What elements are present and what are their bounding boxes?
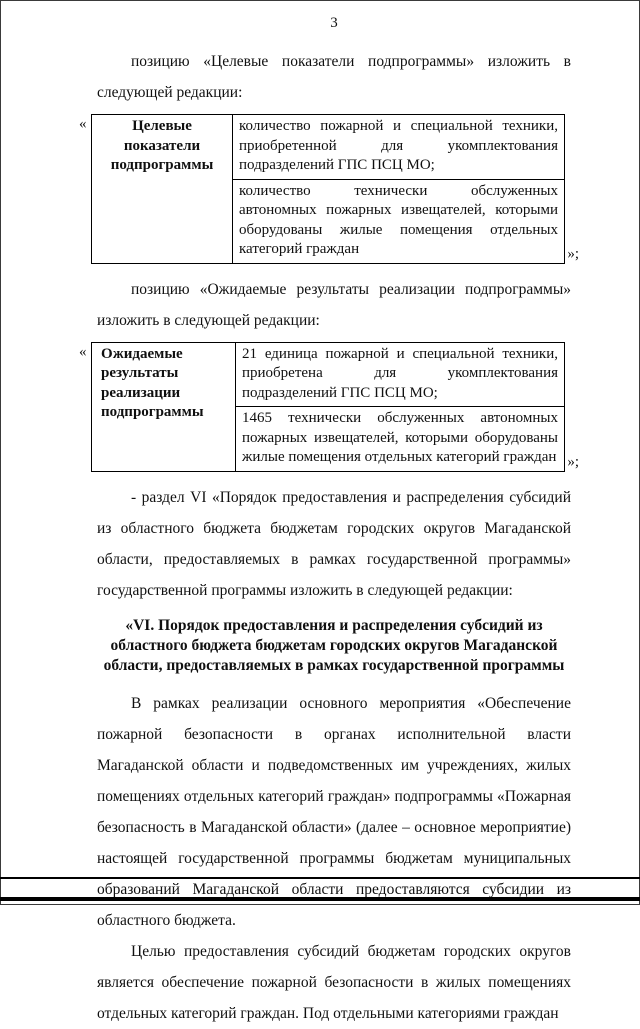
scan-artifact-line-thick <box>0 897 640 901</box>
table2-block <box>79 342 579 472</box>
table1-content-cell-1: количество пожарной и специальной техники, приобретенной для укомплектования подразделений ГПС ПСЦ МО; <box>233 115 565 180</box>
table-row <box>92 342 565 407</box>
table1-content-cell-2: количество технически обслуженных автономных пожарных извещателей, которыми оборудованы жилые помещения отдельных категорий граждан <box>233 179 565 263</box>
table2-open-quote: « <box>79 343 87 360</box>
table2-title-cell: Ожидаемые результаты реализации подпрограммы <box>92 342 236 471</box>
section-heading: «VI. Порядок предоставления и распределения субсидий из областного бюджета бюджетам городских округов Магаданской области, предоставляемых в рамках государственной программы <box>103 616 565 674</box>
table1-open-quote: « <box>79 116 87 132</box>
paragraph-main-2: Целью предоставления субсидий бюджетам городских округов является обеспечение пожарной безопасности в жилых помещениях отдельных категорий граждан. Под отдельными категориями граждан <box>97 942 571 1022</box>
paragraph-section-change: - раздел VI «Порядок предоставления и распределения субсидий из областного бюджета бюджетам городских округов Магаданской области, предоставляемых в рамках государственной программы» государственной программы изложить в следующей редакции: <box>97 488 571 599</box>
scan-artifact-line-thin <box>0 877 640 879</box>
table2-close-quote: »; <box>567 453 579 470</box>
table1-block <box>79 114 579 264</box>
table2-content-cell-1: 21 единица пожарной и специальной техники, приобретена для укомплектования подразделений ГПС ПСЦ МО; <box>236 342 565 407</box>
paragraph-intro-1: позицию «Целевые показатели подпрограммы» изложить в следующей редакции: <box>97 53 571 101</box>
page-number: 3 <box>330 15 338 31</box>
table1-title-cell: Целевые показатели подпрограммы <box>92 115 233 264</box>
table2 <box>91 342 565 472</box>
table-row <box>92 115 565 180</box>
table2-content-cell-2: 1465 технически обслуженных автономных пожарных извещателей, которыми оборудованы жилые помещения отдельных категорий граждан <box>236 407 565 472</box>
table1-close-quote: »; <box>567 245 579 262</box>
table1 <box>91 114 565 264</box>
paragraph-main-1: В рамках реализации основного мероприятия «Обеспечение пожарной безопасности в органах исполнительной власти Магаданской области и подведомственных им учреждениях, жилых помещениях отдельных категорий граждан» подпрограммы «Пожарная безопасность в Магаданской области» (далее – основное мероприятие) настоящей государственной программы бюджетам муниципальных образований Магаданской области предоставляются субсидии из областного бюджета. <box>97 694 571 929</box>
paragraph-intro-2: позицию «Ожидаемые результаты реализации подпрограммы» изложить в следующей редакции: <box>97 280 571 329</box>
